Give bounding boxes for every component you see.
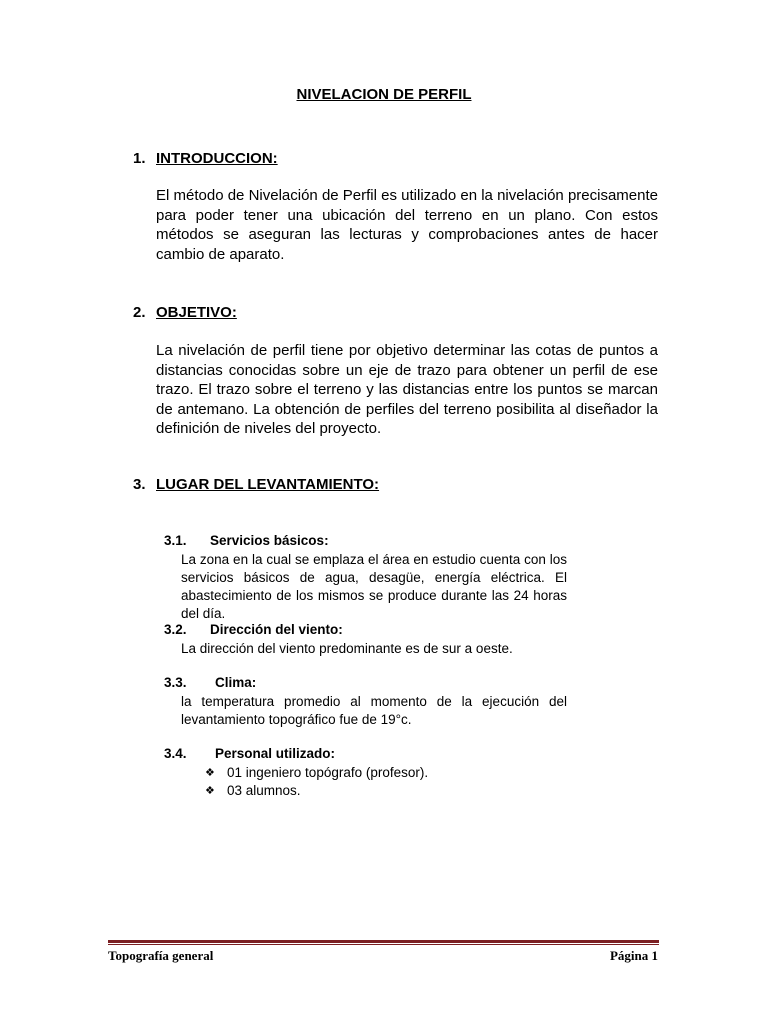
section-heading-label: OBJETIVO: (156, 304, 237, 321)
list-item-text: 01 ingeniero topógrafo (profesor). (227, 765, 429, 780)
subsection-paragraph-clima: la temperatura promedio al momento de la ejecución del levantamiento topográfico fue de 19°c. (181, 694, 567, 727)
subsection-number: 3.1. (164, 533, 187, 548)
list-item (205, 782, 428, 800)
subsection-number: 3.4. (164, 746, 187, 761)
subsection-number: 3.3. (164, 675, 187, 690)
diamond-bullet-icon: ❖ (205, 767, 215, 779)
subsection-heading-label: Clima: (215, 675, 257, 690)
subsection-heading-clima (164, 675, 256, 690)
list-item-text: 03 alumnos. (227, 783, 301, 798)
footer-page-number: Página 1 (609, 948, 658, 963)
section-heading-lugar (133, 476, 379, 493)
footer-course-name: Topografía general (108, 948, 214, 963)
subsection-paragraph-servicios: La zona en la cual se emplaza el área en estudio cuenta con los servicios básicos de agua, desagüe, energía eléctrica. El abastecimiento de los mismos se produce durante las 24 horas del día. (181, 552, 567, 621)
subsection-heading-label: Dirección del viento: (210, 622, 343, 637)
personal-list (205, 764, 428, 800)
list-item (205, 764, 428, 782)
subsection-heading-personal (164, 746, 335, 761)
diamond-bullet-icon: ❖ (205, 785, 215, 797)
section-heading-introduccion (133, 150, 278, 167)
section-number: 3. (133, 476, 146, 493)
subsection-number: 3.2. (164, 622, 187, 637)
section-heading-objetivo (133, 304, 237, 321)
section-number: 1. (133, 150, 146, 167)
section-heading-label: INTRODUCCION: (156, 150, 278, 167)
subsection-heading-label: Servicios básicos: (210, 533, 329, 548)
section-paragraph-objetivo: La nivelación de perfil tiene por objetivo determinar las cotas de puntos a distancias conocidas sobre un eje de trazo para obtener un perfil de ese trazo. El trazo sobre el terreno y las distancias entre los puntos se marcan de antemano. La obtención de perfiles del terreno posibilita al diseñador la definición de niveles del proyecto. (156, 342, 658, 438)
section-number: 2. (133, 304, 146, 321)
subsection-heading-servicios (164, 533, 329, 548)
subsection-heading-viento (164, 622, 343, 637)
footer-rule-thin (108, 944, 659, 945)
footer-rule-thick (108, 940, 659, 943)
section-heading-label: LUGAR DEL LEVANTAMIENTO: (156, 476, 380, 493)
subsection-heading-label: Personal utilizado: (215, 746, 336, 761)
document-title: NIVELACION DE PERFIL (296, 86, 472, 103)
section-paragraph-introduccion: El método de Nivelación de Perfil es utilizado en la nivelación precisamente para poder tener una ubicación del terreno en un plano. Con estos métodos se aseguran las lecturas y comprobaciones antes de hacer cambio de aparato. (156, 187, 658, 263)
subsection-paragraph-viento: La dirección del viento predominante es de sur a oeste. (181, 641, 513, 656)
